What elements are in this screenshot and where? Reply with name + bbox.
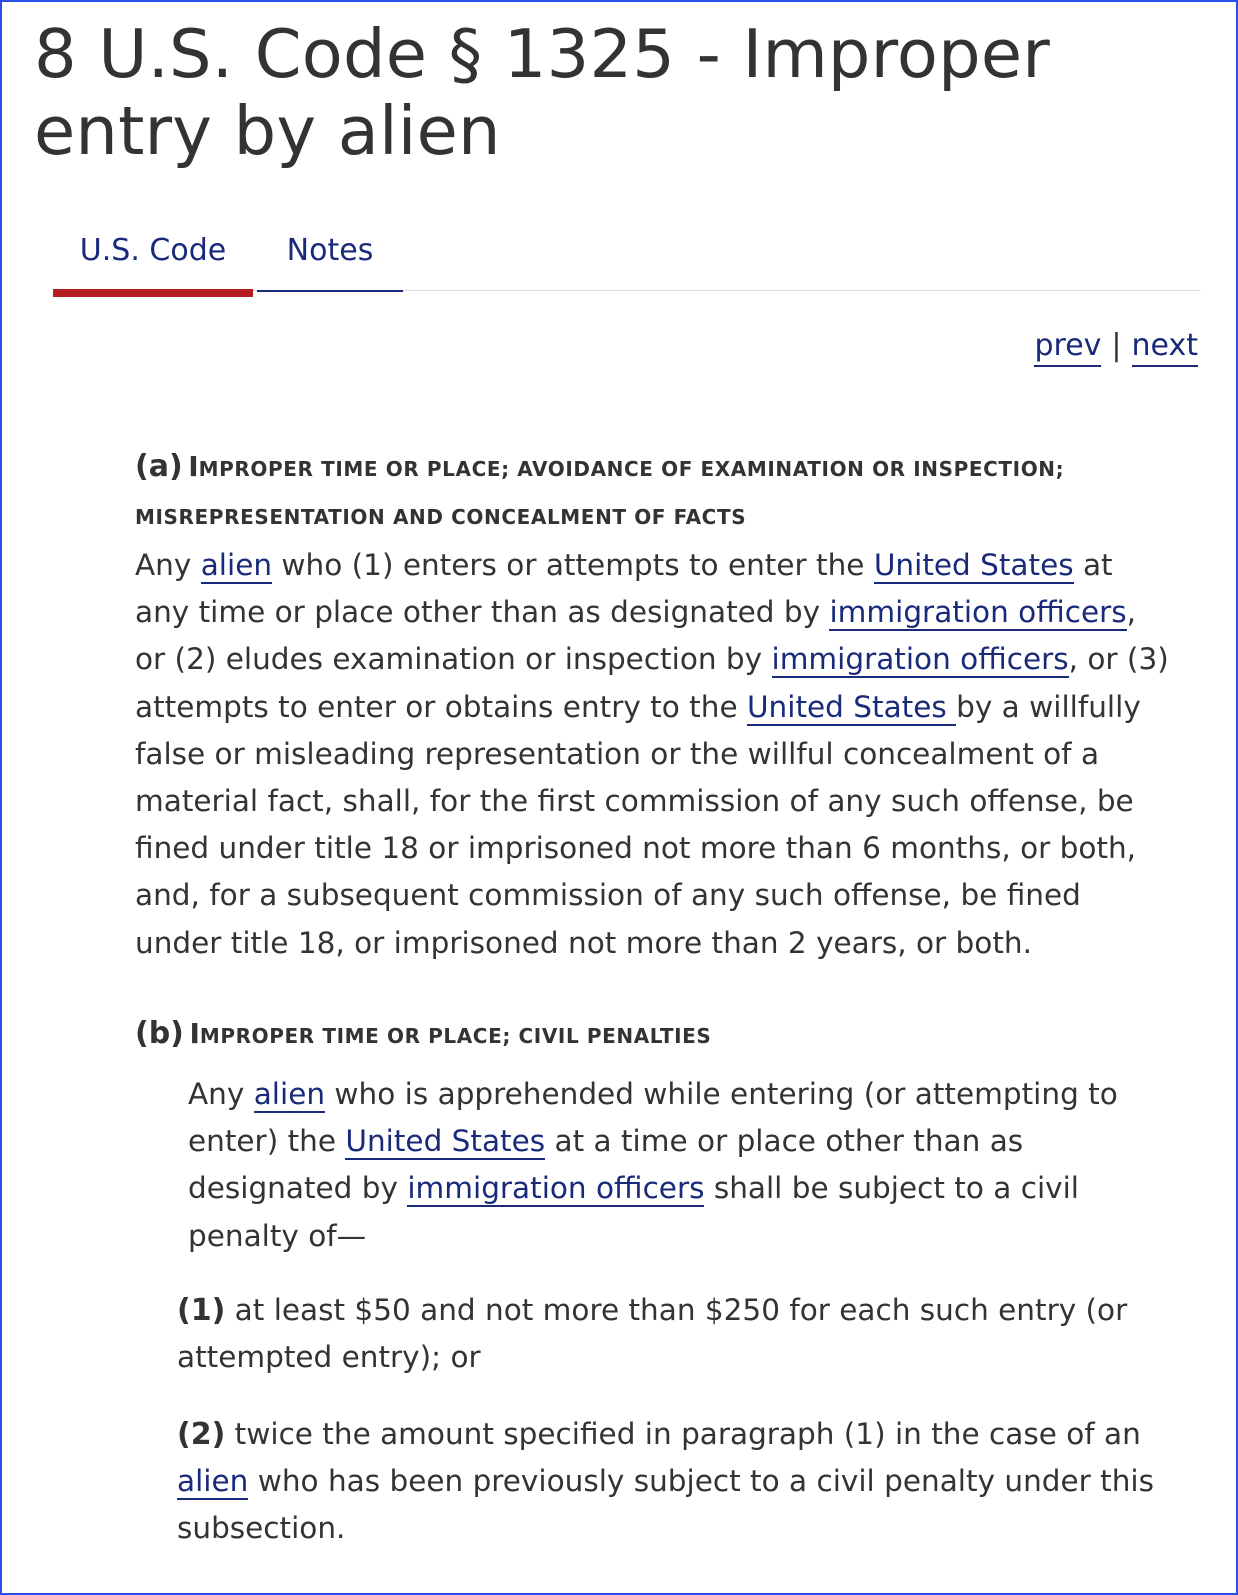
page-title: 8 U.S. Code § 1325 - Improper entry by alien xyxy=(34,15,1051,170)
text-run: at any time or place other than as designated by xyxy=(135,548,1113,630)
text-run: by a willfully false or misleading representation or the willful concealment of a material fact, shall, for the first commission of any such offense, be fined under title 18 or imprisoned not more than 6 months, or both, and, for a subsequent commission of any such offense, be fined under title 18, or imprisoned not more than 2 years, or both. xyxy=(135,689,1141,960)
text-run: , or (2) eludes examination or inspection by xyxy=(135,595,1136,677)
subsection-b-heading-text: MPROPER TIME OR PLACE; CIVIL PENALTIES xyxy=(199,1024,712,1048)
paragraph-b-1-text: at least $50 and not more than $250 for each such entry (or attempted entry); or xyxy=(177,1293,1128,1375)
subsection-a-heading-text: MPROPER TIME OR PLACE; AVOIDANCE OF EXAMINATION OR INSPECTION; MISREPRESENTATION AND CONCEALMENT OF FACTS xyxy=(135,457,1065,529)
subsection-a-label: (a) xyxy=(135,449,183,484)
tab-us-code-label: U.S. Code xyxy=(79,233,227,268)
subsection-a-text xyxy=(135,542,1175,967)
text-run: twice the amount specified in paragraph (1) in the case of an xyxy=(225,1417,1141,1451)
subsection-b-text xyxy=(188,1071,1178,1260)
link-united-states[interactable]: United States xyxy=(746,689,957,724)
text-run: who is apprehended while entering (or attempting to enter) the xyxy=(188,1077,1118,1159)
tab-us-code[interactable] xyxy=(53,224,253,292)
link-alien[interactable]: alien xyxy=(177,1464,249,1499)
active-tab-indicator xyxy=(53,289,253,297)
text-run: , or (3) attempts to enter or obtains entry to the xyxy=(135,642,1169,724)
next-link[interactable]: next xyxy=(1132,328,1198,367)
subsection-b-heading xyxy=(135,1010,1195,1061)
text-run: shall be subject to a civil penalty of— xyxy=(188,1171,1080,1253)
link-immigration-officers[interactable]: immigration officers xyxy=(771,642,1069,677)
subsection-a-heading xyxy=(135,443,1175,542)
tab-bar xyxy=(53,224,1201,300)
subsection-a-heading-initial: I xyxy=(188,450,199,483)
prev-link[interactable]: prev xyxy=(1034,328,1101,367)
pager-separator: | xyxy=(1111,328,1122,363)
pager xyxy=(1034,326,1198,366)
link-alien[interactable]: alien xyxy=(253,1077,326,1111)
paragraph-b-2 xyxy=(177,1411,1177,1553)
page xyxy=(2,2,1236,1593)
paragraph-b-1 xyxy=(177,1287,1177,1381)
text-run: Any xyxy=(135,548,201,582)
text-run: at a time or place other than as designated by xyxy=(188,1124,1024,1206)
link-alien[interactable]: alien xyxy=(200,548,273,582)
link-immigration-officers[interactable]: immigration officers xyxy=(407,1171,705,1206)
link-immigration-officers[interactable]: immigration officers xyxy=(829,595,1127,630)
text-run: who has been previously subject to a civil penalty under this subsection. xyxy=(177,1464,1154,1546)
tab-notes[interactable] xyxy=(257,224,403,292)
tab-notes-label: Notes xyxy=(286,233,374,268)
text-run: who (1) enters or attempts to enter the xyxy=(272,548,874,582)
link-united-states[interactable]: United States xyxy=(873,548,1074,582)
subsection-b-heading-initial: I xyxy=(189,1017,200,1050)
subsection-a xyxy=(135,443,1175,967)
paragraph-b-2-label: (2) xyxy=(177,1417,226,1452)
text-run: Any xyxy=(188,1077,254,1111)
subsection-b-label: (b) xyxy=(135,1016,184,1051)
paragraph-b-1-label: (1) xyxy=(177,1293,226,1328)
subsection-b xyxy=(135,1010,1195,1260)
link-united-states[interactable]: United States xyxy=(345,1124,546,1159)
